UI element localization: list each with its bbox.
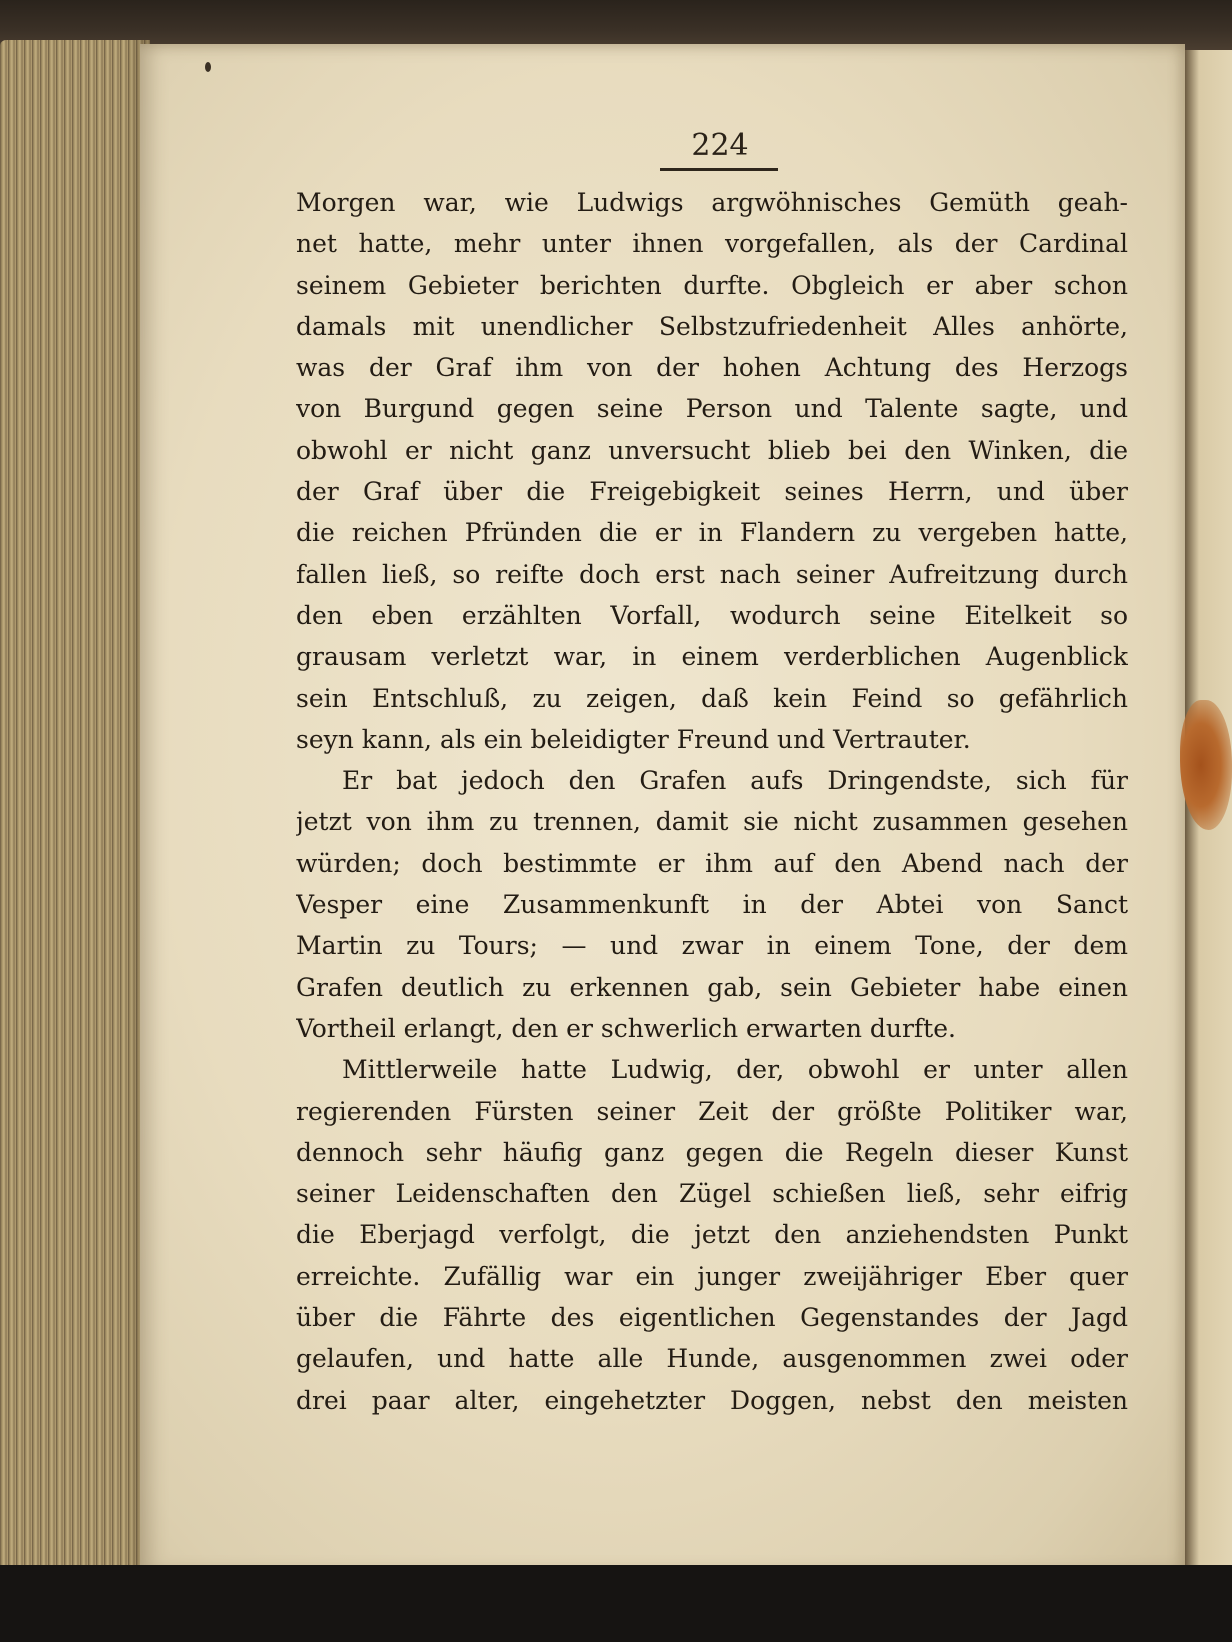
text-line: Vortheil erlangt, den er schwerlich erwarten durfte. — [296, 1013, 956, 1043]
text-line: seinem Gebieter berichten durfte. Obgleich er aber schon — [296, 270, 1128, 300]
text-line: über die Fährte des eigentlichen Gegenstandes der Jagd — [296, 1303, 1128, 1333]
text-line: dennoch sehr häufig ganz gegen die Regeln dieser Kunst — [296, 1137, 1128, 1167]
text-line: Grafen deutlich zu erkennen gab, sein Gebieter habe einen — [296, 972, 1128, 1002]
text-line: net hatte, mehr unter ihnen vorgefallen, als der Cardinal — [296, 229, 1128, 259]
text-line: würden; doch bestimmte er ihm auf den Abend nach der — [296, 848, 1128, 878]
text-line: seyn kann, als ein beleidigter Freund und Vertrauter. — [296, 724, 971, 754]
page-number-rule — [660, 168, 778, 171]
text-line: Vesper eine Zusammenkunft in der Abtei von Sanct — [296, 890, 1128, 920]
text-line: seiner Leidenschaften den Zügel schießen ließ, sehr eifrig — [296, 1179, 1128, 1209]
text-line: Martin zu Tours; — und zwar in einem Tone, der dem — [296, 931, 1128, 961]
text-line: jetzt von ihm zu trennen, damit sie nicht zusammen gesehen — [296, 807, 1128, 837]
text-line: damals mit unendlicher Selbstzufriedenheit Alles anhörte, — [296, 311, 1128, 341]
text-line: erreichte. Zufällig war ein junger zweijähriger Eber quer — [296, 1261, 1128, 1291]
page-edges-left — [0, 40, 150, 1570]
text-line: Er bat jedoch den Grafen aufs Dringendste, sich für — [342, 766, 1128, 796]
text-line: den eben erzählten Vorfall, wodurch seine Eitelkeit so — [296, 600, 1128, 630]
text-line: drei paar alter, eingehetzter Doggen, nebst den meisten — [296, 1385, 1128, 1415]
text-line: sein Entschluß, zu zeigen, daß kein Feind so gefährlich — [296, 683, 1128, 713]
page-number: 224 — [691, 128, 749, 163]
text-line: die reichen Pfründen die er in Flandern zu vergeben hatte, — [296, 518, 1128, 548]
text-line: gelaufen, und hatte alle Hunde, ausgenommen zwei oder — [296, 1344, 1128, 1374]
text-line: die Eberjagd verfolgt, die jetzt den anziehendsten Punkt — [296, 1220, 1128, 1250]
book-cover-top — [0, 0, 1232, 50]
text-line: grausam verletzt war, in einem verderblichen Augenblick — [296, 642, 1128, 672]
text-line: was der Graf ihm von der hohen Achtung des Herzogs — [296, 353, 1128, 383]
text-line: von Burgund gegen seine Person und Talente sagte, und — [296, 394, 1128, 424]
text-line: obwohl er nicht ganz unversucht blieb bei den Winken, die — [296, 435, 1128, 465]
text-line: der Graf über die Freigebigkeit seines Herrn, und über — [296, 477, 1128, 507]
ink-speck — [205, 62, 211, 72]
body-text — [296, 182, 1128, 1421]
text-line: fallen ließ, so reifte doch erst nach seiner Aufreitzung durch — [296, 559, 1128, 589]
text-line: Morgen war, wie Ludwigs argwöhnisches Gemüth geah- — [296, 188, 1128, 217]
background-bottom — [0, 1565, 1232, 1642]
text-line: Mittlerweile hatte Ludwig, der, obwohl er unter allen — [342, 1055, 1128, 1085]
text-line: regierenden Fürsten seiner Zeit der größte Politiker war, — [296, 1096, 1128, 1126]
